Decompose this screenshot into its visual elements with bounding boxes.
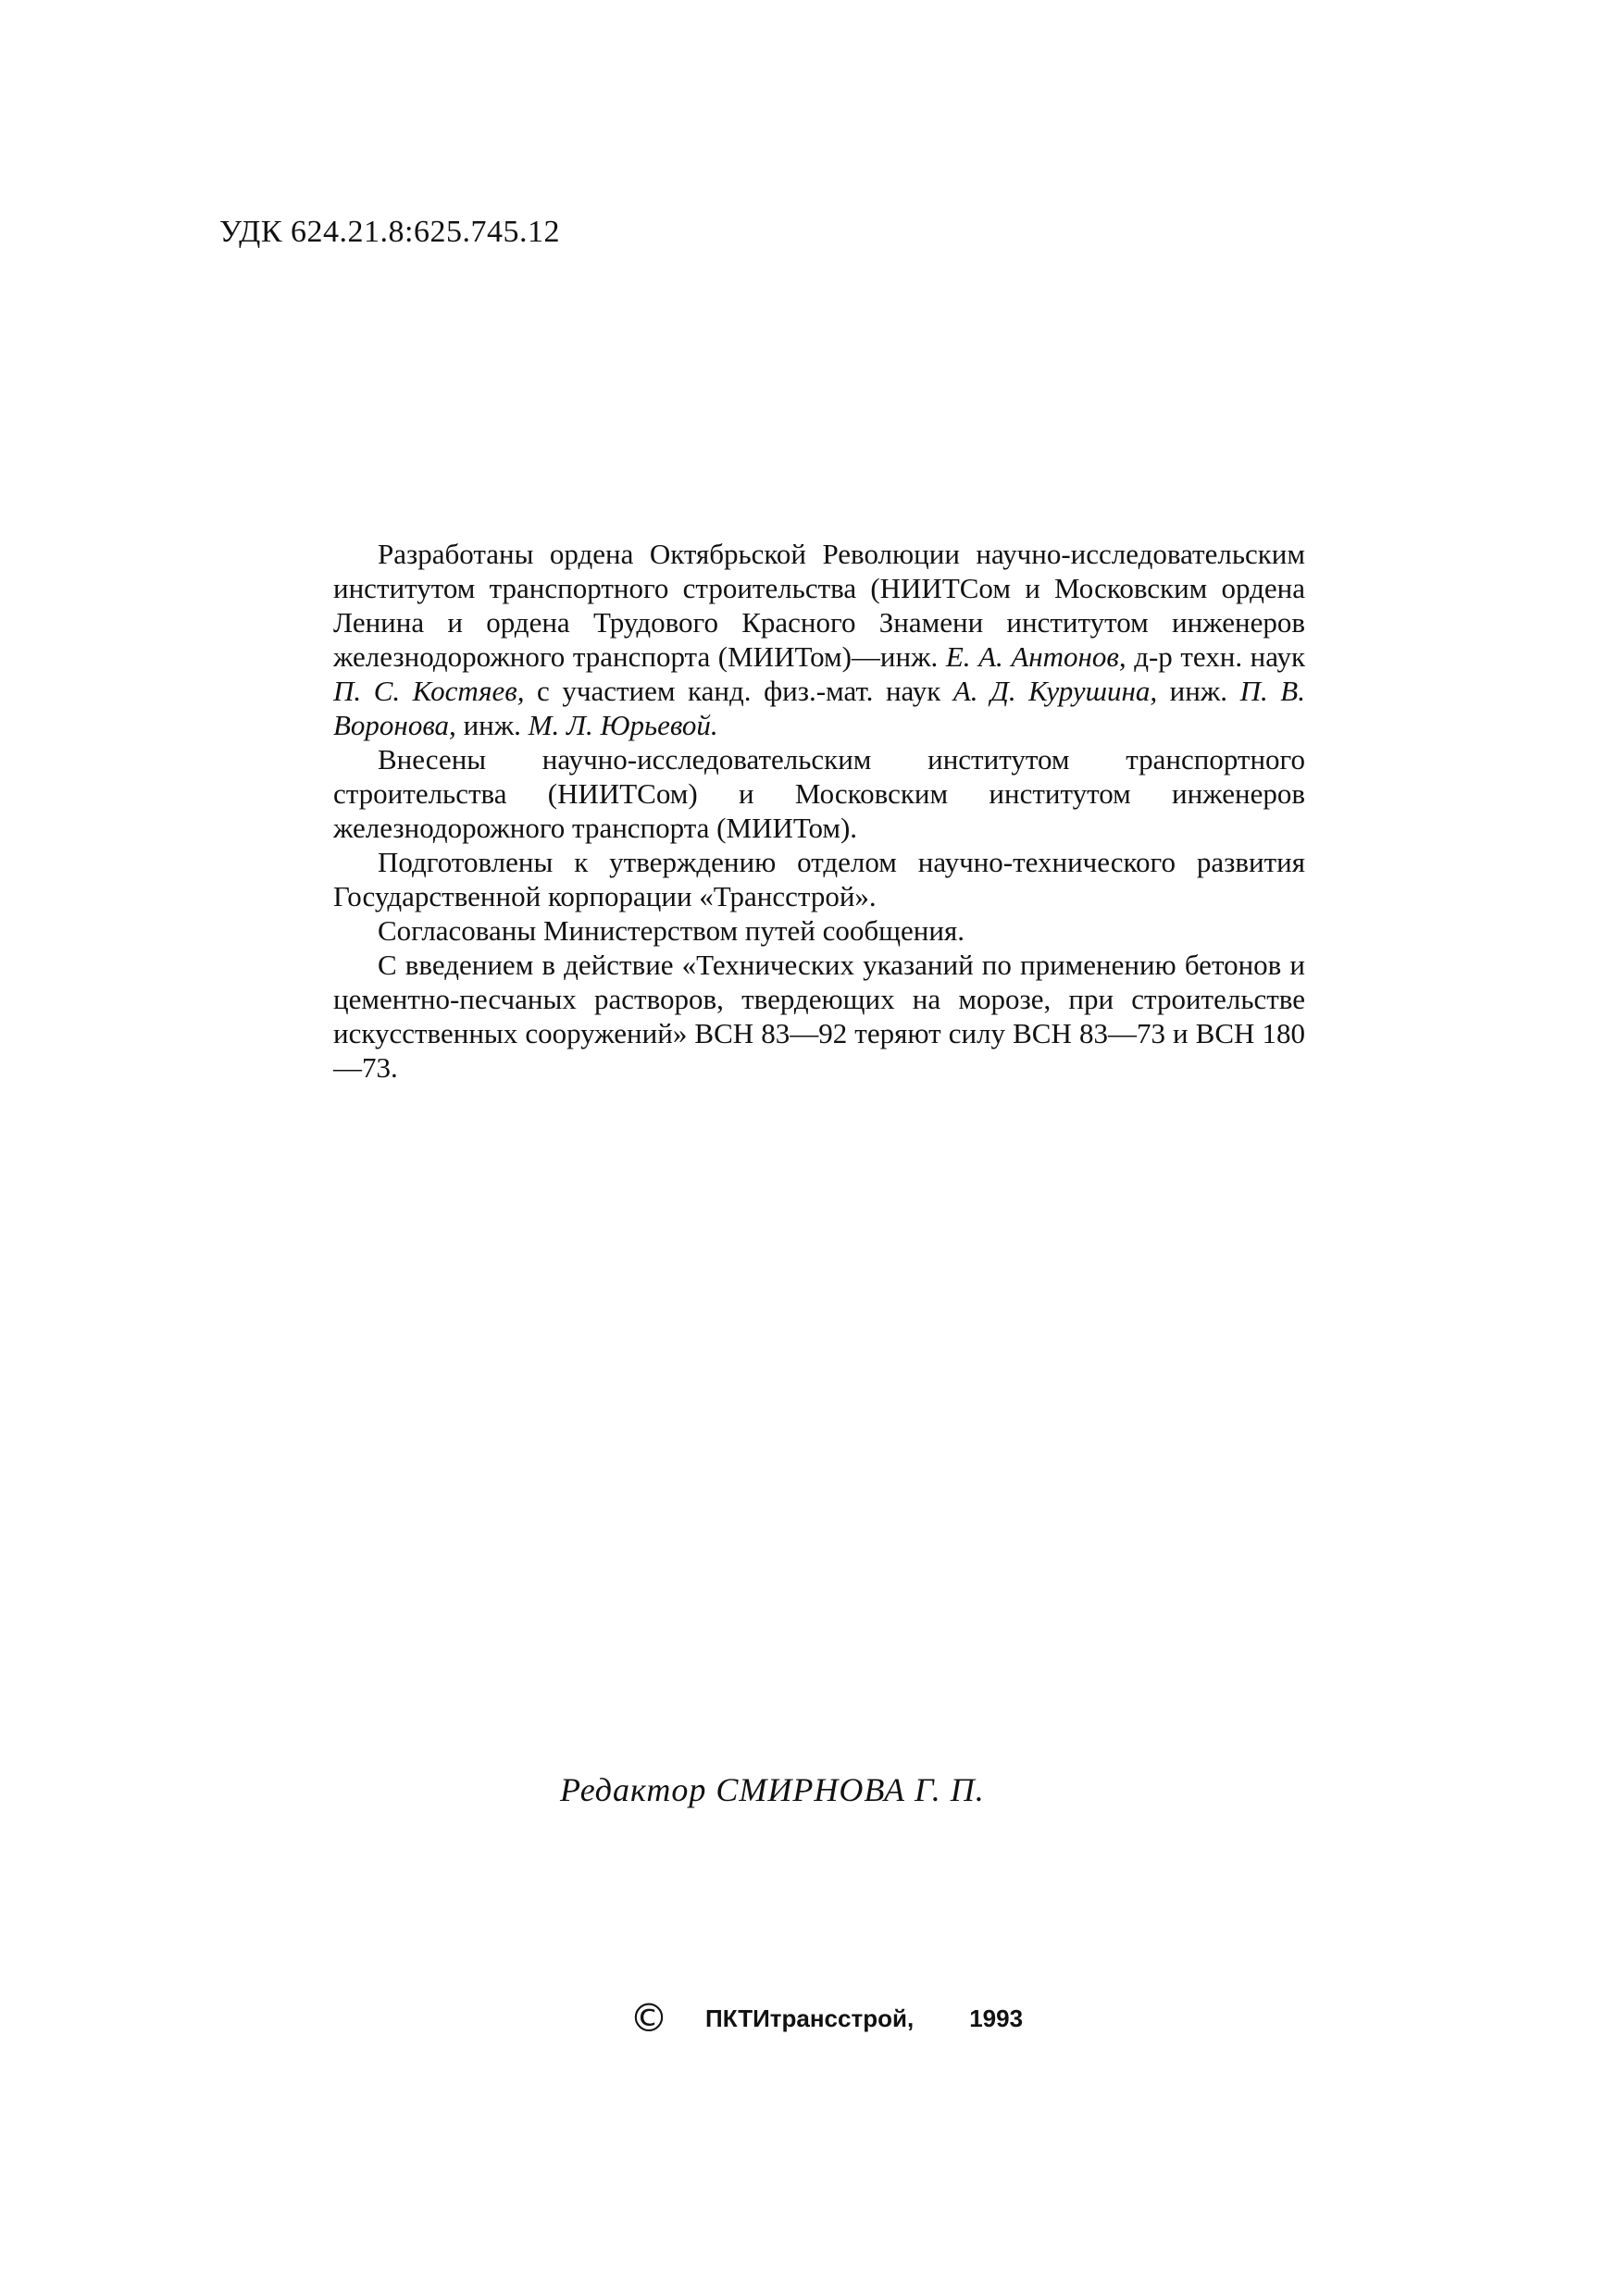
author-yurieva: М. Л. Юрьевой. (528, 709, 718, 741)
author-kurushina: А. Д. Курушина, (952, 675, 1158, 707)
author-voronova: П. В. Воронова, (333, 675, 1305, 741)
developed-text-5: инж. (455, 709, 529, 741)
udc-code: УДК 624.21.8:625.745.12 (219, 215, 560, 249)
repeal-paragraph: С введением в действие «Технических указаний по применению бетонов и цементно-песчаных растворов, твердеющих на морозе, при строительстве искусственных сооружений» ВСН 83—92 теряют силу ВСН 83—73 и ВСН 180—73. (333, 949, 1305, 1084)
agreed-paragraph: Согласованы Министерством путей сообщения. (378, 914, 965, 947)
developed-text: Разработаны ордена Октябрьской Революции научно-исследовательским институтом транспортного строительства (НИИТСом и Московским ордена Ленина и ордена Трудового Красного Знамени институтом инженеров железнодорожного транспорта (МИИТом)—инж. (333, 538, 1305, 673)
copyright-year: 1993 (969, 2004, 1024, 2032)
prepared-paragraph: Подготовлены к утверждению отделом научно-технического развития Государственной корпорации «Трансстрой». (333, 846, 1305, 912)
copyright-icon: © (629, 1995, 668, 2041)
submitted-paragraph: Внесены научно-исследовательским институтом транспортного строительства (НИИТСом) и Московским институтом инженеров железнодорожного транспорта (МИИТом). (333, 743, 1305, 844)
developed-text-2: д-р техн. наук (1126, 640, 1306, 673)
copyright-line (629, 1995, 1024, 2041)
developed-text-3: с участием канд. физ.-мат. наук (524, 675, 953, 707)
credits-block (333, 537, 1305, 1085)
author-antonov: Е. А. Антонов, (945, 640, 1126, 673)
author-kostyaev: П. С. Костяев, (333, 675, 525, 707)
editor-line: Редактор СМИРНОВА Г. П. (560, 1771, 985, 1808)
copyright-organization: ПКТИтрансстрой, (705, 2004, 915, 2032)
developed-text-4: инж. (1157, 675, 1240, 707)
developed-paragraph (333, 537, 1305, 742)
